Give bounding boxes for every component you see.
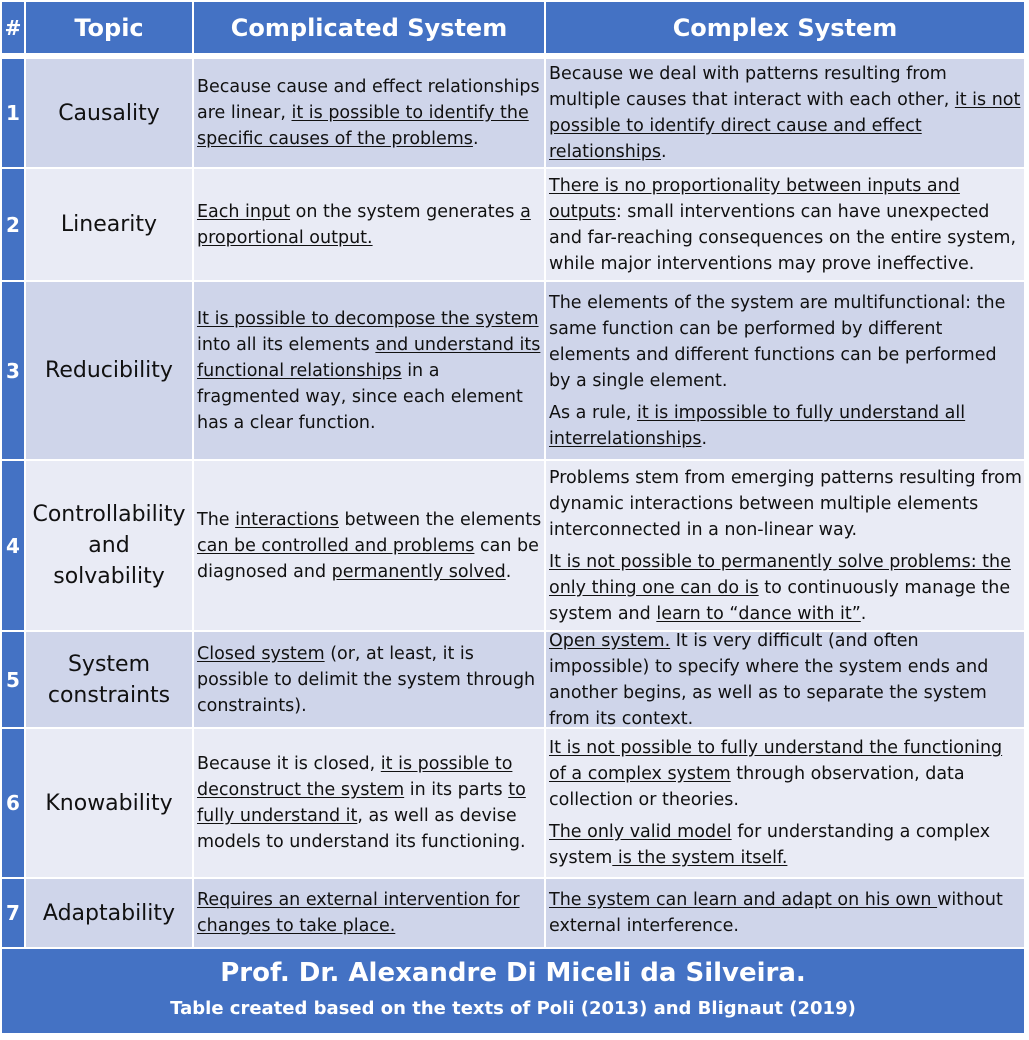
cell-paragraph [549, 628, 1022, 732]
topic-label [48, 649, 170, 711]
cell-paragraph [197, 641, 542, 719]
underlined-text: It is not possible to fully understand the functioning of a complex system [549, 738, 1003, 784]
cell-text: . [660, 142, 667, 162]
topic-label [45, 355, 173, 386]
cell-paragraph [549, 735, 1022, 813]
topic-line: constraints [47, 682, 171, 708]
cell-text: in its parts [404, 780, 509, 800]
underlined-text: it is not possible to identify direct cause and effect relationships [549, 90, 1021, 162]
complicated-system-cell [194, 632, 544, 727]
cell-paragraph [197, 74, 542, 152]
cell-paragraph [197, 306, 542, 436]
cell-text: , as well as devise models to understand its functioning. [197, 806, 526, 852]
underlined-text: Closed system [197, 643, 325, 664]
row-number: 4 [2, 461, 24, 630]
underlined-text: to fully understand it [197, 780, 526, 826]
cell-text: Because cause and effect relationships are linear, [197, 77, 540, 123]
cell-text: in a fragmented way, since each element has a clear function. [197, 360, 523, 433]
underlined-text: can be controlled and problems [197, 535, 475, 556]
header-complicated-system: Complicated System [194, 2, 544, 53]
cell-text: Because we deal with patterns resulting from multiple causes that interact with each other, [549, 64, 955, 110]
cell-text: . [860, 603, 867, 624]
topic-line: Reducibility [45, 358, 173, 383]
underlined-text: It is possible to decompose the system [197, 308, 539, 329]
cell-text: (or, at least, it is possible to delimit the system through constraints). [197, 643, 536, 716]
cell-text: As a rule, [549, 402, 637, 423]
topic-line: Knowability [45, 790, 173, 816]
underlined-text: learn to “dance with it” [656, 603, 861, 624]
row-number: 6 [2, 729, 24, 877]
complicated-system-cell [194, 461, 544, 630]
cell-paragraph [197, 507, 542, 585]
underlined-text: and understand its functional relationships [197, 334, 541, 381]
topic-line: Causality [58, 100, 160, 126]
topic-label [58, 98, 160, 129]
topic-label [45, 788, 172, 819]
cell-paragraph [549, 549, 1022, 627]
underlined-text: is the system itself. [612, 848, 788, 868]
underlined-text: it is possible to identify the specific causes of the problems [197, 103, 529, 149]
cell-text: The [197, 509, 236, 530]
row-number: 5 [2, 632, 24, 727]
topic-line: Controllability [32, 502, 186, 527]
cell-text: Because it is closed, [197, 754, 381, 774]
topic-label [61, 209, 157, 240]
topic-line: System [67, 651, 151, 677]
cell-paragraph [549, 465, 1022, 543]
cell-text: to continuously manage the system and [549, 577, 1011, 624]
topic-cell [26, 169, 192, 280]
complex-system-cell [546, 632, 1024, 727]
header-number: # [2, 2, 24, 53]
cell-text: It is very difficult (and often impossible) to specify where the system ends and another begins, as well as to separate the system from its context. [549, 630, 989, 729]
complex-system-cell [546, 169, 1024, 280]
underlined-text: Requires an external intervention for changes to take place. [197, 890, 520, 936]
underlined-text: a proportional output. [197, 201, 531, 248]
cell-text: through observation, data collection or theories. [549, 764, 965, 810]
underlined-text: The only valid model [549, 822, 732, 842]
topic-line: Adaptability [42, 900, 176, 926]
cell-text: Problems stem from emerging patterns resulting from dynamic interactions between multiple elements interconnected in a non-linear way. [549, 467, 1022, 540]
complicated-system-cell [194, 729, 544, 877]
complex-system-cell [546, 729, 1024, 877]
underlined-text: It is not possible to permanently solve problems: the only thing one can do is [549, 551, 1011, 598]
cell-paragraph [549, 61, 1022, 165]
underlined-text: Open system. [549, 630, 671, 651]
row-number: 7 [2, 879, 24, 947]
row-number: 1 [2, 59, 24, 167]
cell-text: between the elements [338, 509, 542, 530]
topic-cell [26, 461, 192, 630]
cell-paragraph [197, 199, 542, 251]
cell-paragraph [549, 173, 1022, 277]
cell-paragraph [549, 887, 1022, 939]
cell-paragraph [549, 400, 1022, 452]
topic-label [30, 499, 188, 592]
cell-text: . [701, 428, 708, 449]
underlined-text: Each input [197, 201, 291, 222]
cell-paragraph [197, 751, 542, 855]
complex-system-cell [546, 59, 1024, 167]
cell-text: : small interventions can have unexpected and far-reaching consequences on the entire system, while major interventions may prove ineffective. [549, 201, 1017, 274]
header-complex-system: Complex System [546, 2, 1024, 53]
topic-cell [26, 632, 192, 727]
cell-text: on the system generates [290, 201, 521, 222]
topic-cell [26, 282, 192, 459]
topic-cell [26, 729, 192, 877]
cell-text: The elements of the system are multifunctional: the same function can be performed by different elements and different functions can be performed by a single element. [549, 292, 1006, 391]
underlined-text: it is impossible to fully understand all interrelationships [549, 402, 966, 449]
complicated-system-cell [194, 282, 544, 459]
underlined-text: There is no proportionality between inputs and outputs [549, 175, 960, 222]
topic-cell [26, 59, 192, 167]
cell-paragraph [549, 290, 1022, 394]
underlined-text: The system can learn and adapt on his own [549, 890, 938, 910]
complex-system-cell [546, 461, 1024, 630]
complicated-system-cell [194, 59, 544, 167]
topic-label [43, 898, 175, 929]
complex-system-cell [546, 879, 1024, 947]
header-topic: Topic [26, 2, 192, 53]
footer-source: Table created based on the texts of Poli (2013) and Blignaut (2019) [170, 998, 856, 1019]
cell-text: can be diagnosed and [197, 535, 539, 582]
complicated-system-cell [194, 879, 544, 947]
complex-system-cell [546, 282, 1024, 459]
topic-line: Linearity [60, 212, 158, 237]
underlined-text: interactions [235, 509, 339, 530]
cell-text: without external interference. [549, 890, 1003, 936]
cell-text: into all its elements [197, 334, 376, 355]
row-number: 3 [2, 282, 24, 459]
cell-text: . [505, 561, 512, 582]
cell-text: for understanding a complex system [549, 822, 991, 868]
topic-cell [26, 879, 192, 947]
topic-line: and solvability [53, 533, 165, 589]
underlined-text: it is possible to deconstruct the system [197, 754, 513, 800]
footer-author: Prof. Dr. Alexandre Di Miceli da Silveira. [220, 958, 806, 988]
complicated-system-cell [194, 169, 544, 280]
table-footer [2, 949, 1024, 1033]
cell-text: . [472, 129, 479, 149]
row-number: 2 [2, 169, 24, 280]
cell-paragraph [197, 887, 542, 939]
underlined-text: permanently solved [331, 561, 506, 582]
cell-paragraph [549, 819, 1022, 871]
